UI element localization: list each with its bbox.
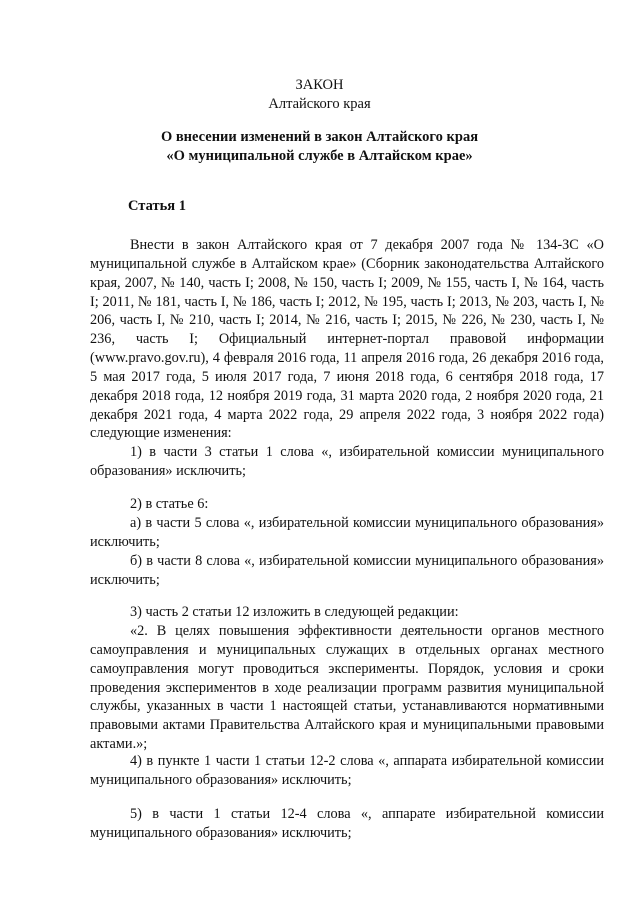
intro-paragraph: Внести в закон Алтайского края от 7 декабря 2007 года № 134-ЗС «О муниципальной службе в Алтайском крае» (Сборник законодательства Алтайского края, 2007, № 140, часть I; 2008, № 150, часть I; 2009, № 155, часть I, № 164, часть I; 2011, № 181, часть I, № 186, часть I; 2012, № 195, часть I; 2013, № 203, часть I, № 206, часть I, № 210, часть I; 2014, № 216, часть I; 2015, № 226, № 230, часть I, № 236, часть I; Официальный интернет-портал правовой информации (www.pravo.gov.ru), 4 февраля 2016 года, 11 апреля 2016 года, 26 декабря 2016 года, 5 мая 2017 года, 5 июля 2017 года, 7 июня 2018 года, 6 сентября 2018 года, 17 декабря 2018 года, 12 ноября 2019 года, 31 марта 2020 года, 2 ноября 2020 года, 21 декабря 2021 года, 4 марта 2022 года, 29 апреля 2022 года, 3 ноября 2022 года) следующие изменения: — [90, 237, 604, 442]
item-2: 2) в статье 6: — [130, 496, 209, 512]
law-heading-line-1: О внесении изменений в закон Алтайского края — [160, 129, 479, 145]
item-2b: б) в части 8 слова «, избирательной комиссии муниципального образования» исключить; — [90, 553, 604, 588]
item-4: 4) в пункте 1 части 1 статьи 12-2 слова «, аппарата избирательной комиссии муниципального образования» исключить; — [90, 753, 604, 788]
item-3: 3) часть 2 статьи 12 изложить в следующей редакции: — [130, 604, 459, 620]
law-heading-line-2: «О муниципальной службе в Алтайском крае» — [166, 148, 473, 164]
item-5: 5) в части 1 статьи 12-4 слова «, аппарате избирательной комиссии муниципального образования» исключить; — [90, 806, 604, 841]
item-1: 1) в части 3 статьи 1 слова «, избирательной комиссии муниципального образования» исключить; — [90, 444, 604, 479]
law-subtitle: Алтайского края — [268, 96, 371, 112]
article-heading: Статья 1 — [128, 198, 186, 214]
item-2a: а) в части 5 слова «, избирательной комиссии муниципального образования» исключить; — [90, 515, 604, 550]
item-3-text: «2. В целях повышения эффективности деятельности органов местного самоуправления и муниципальных служащих в отдельных органах местного самоуправления могут проводиться эксперименты. Порядок, условия и сроки проведения экспериментов в ходе реализации программ развития муниципальной службы, указанных в части 1 настоящей статьи, устанавливаются нормативными правовыми актами Правительства Алтайского края и муниципальными правовыми актами.»; — [90, 623, 604, 753]
law-title: ЗАКОН — [295, 77, 344, 93]
